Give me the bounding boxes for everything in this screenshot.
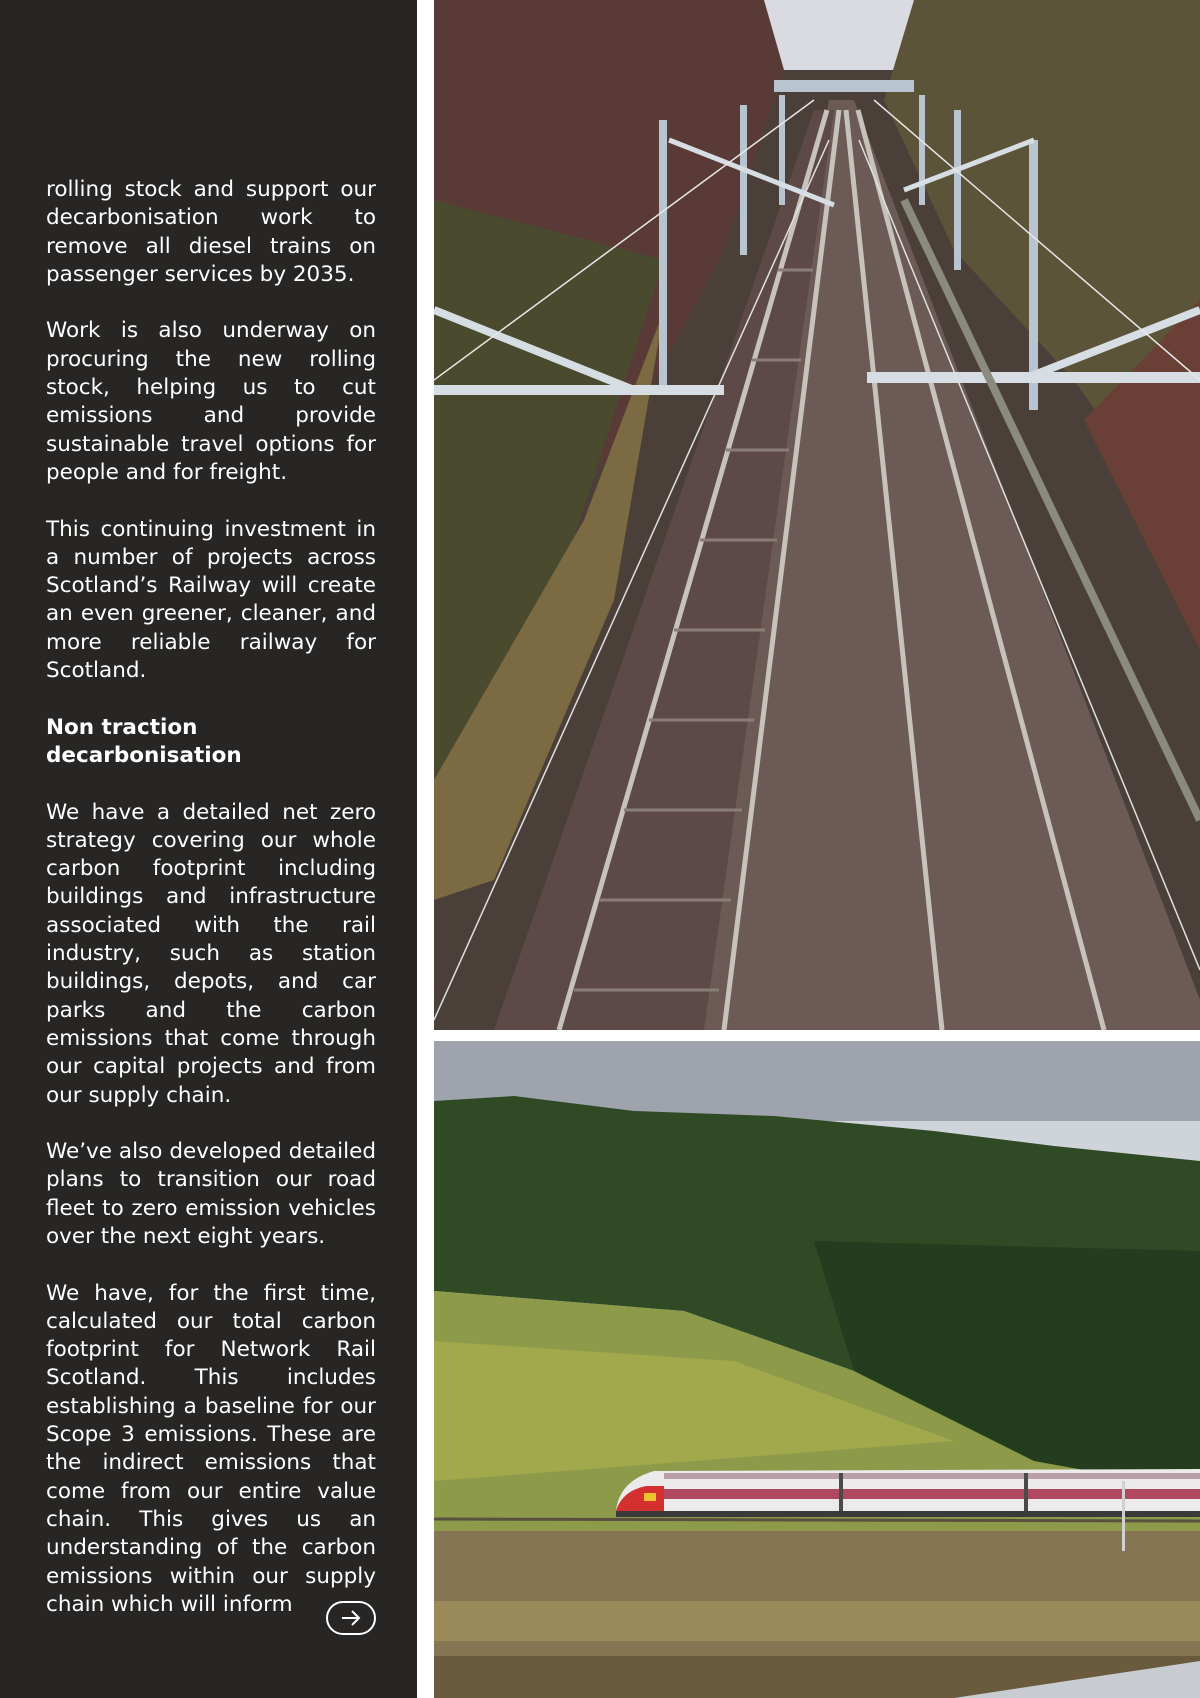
next-page-button[interactable] xyxy=(326,1601,376,1635)
paragraph-carbon-footprint: We have, for the first time, calculated our total carbon footprint for Network Rail Scotland. This includes establishing a baseline for our Scope 3 emissions. These are the indirect emissions that come from our entire value chain. This gives us an understanding of the carbon emissions within our supply chain which will inform xyxy=(46,1280,376,1617)
arrow-right-icon xyxy=(339,1609,363,1627)
railway-tracks-photo xyxy=(434,0,1200,1030)
text-panel xyxy=(0,0,417,1698)
paragraph-net-zero: We have a detailed net zero strategy covering our whole carbon footprint including buildings and infrastructure associated with the rail industry, such as station buildings, depots, and car parks and the carbon emissions that come through our capital projects and from our supply chain. xyxy=(46,799,376,1108)
paragraph-procuring: Work is also underway on procuring the new rolling stock, helping us to cut emissions and provide sustainable travel options for people and for freight. xyxy=(46,318,376,485)
train-landscape-photo xyxy=(434,1041,1200,1698)
section-heading: Non traction decarbonisation xyxy=(46,714,242,768)
paragraph-investment: This continuing investment in a number of projects across Scotland’s Railway will create an even greener, cleaner, and more reliable railway for Scotland. xyxy=(46,516,376,684)
paragraph-rolling-stock: rolling stock and support our decarbonisation work to remove all diesel trains on passenger services by 2035. xyxy=(46,177,376,287)
paragraph-road-fleet: We’ve also developed detailed plans to transition our road fleet to zero emission vehicles over the next eight years. xyxy=(46,1139,376,1249)
body-text xyxy=(46,176,376,1647)
